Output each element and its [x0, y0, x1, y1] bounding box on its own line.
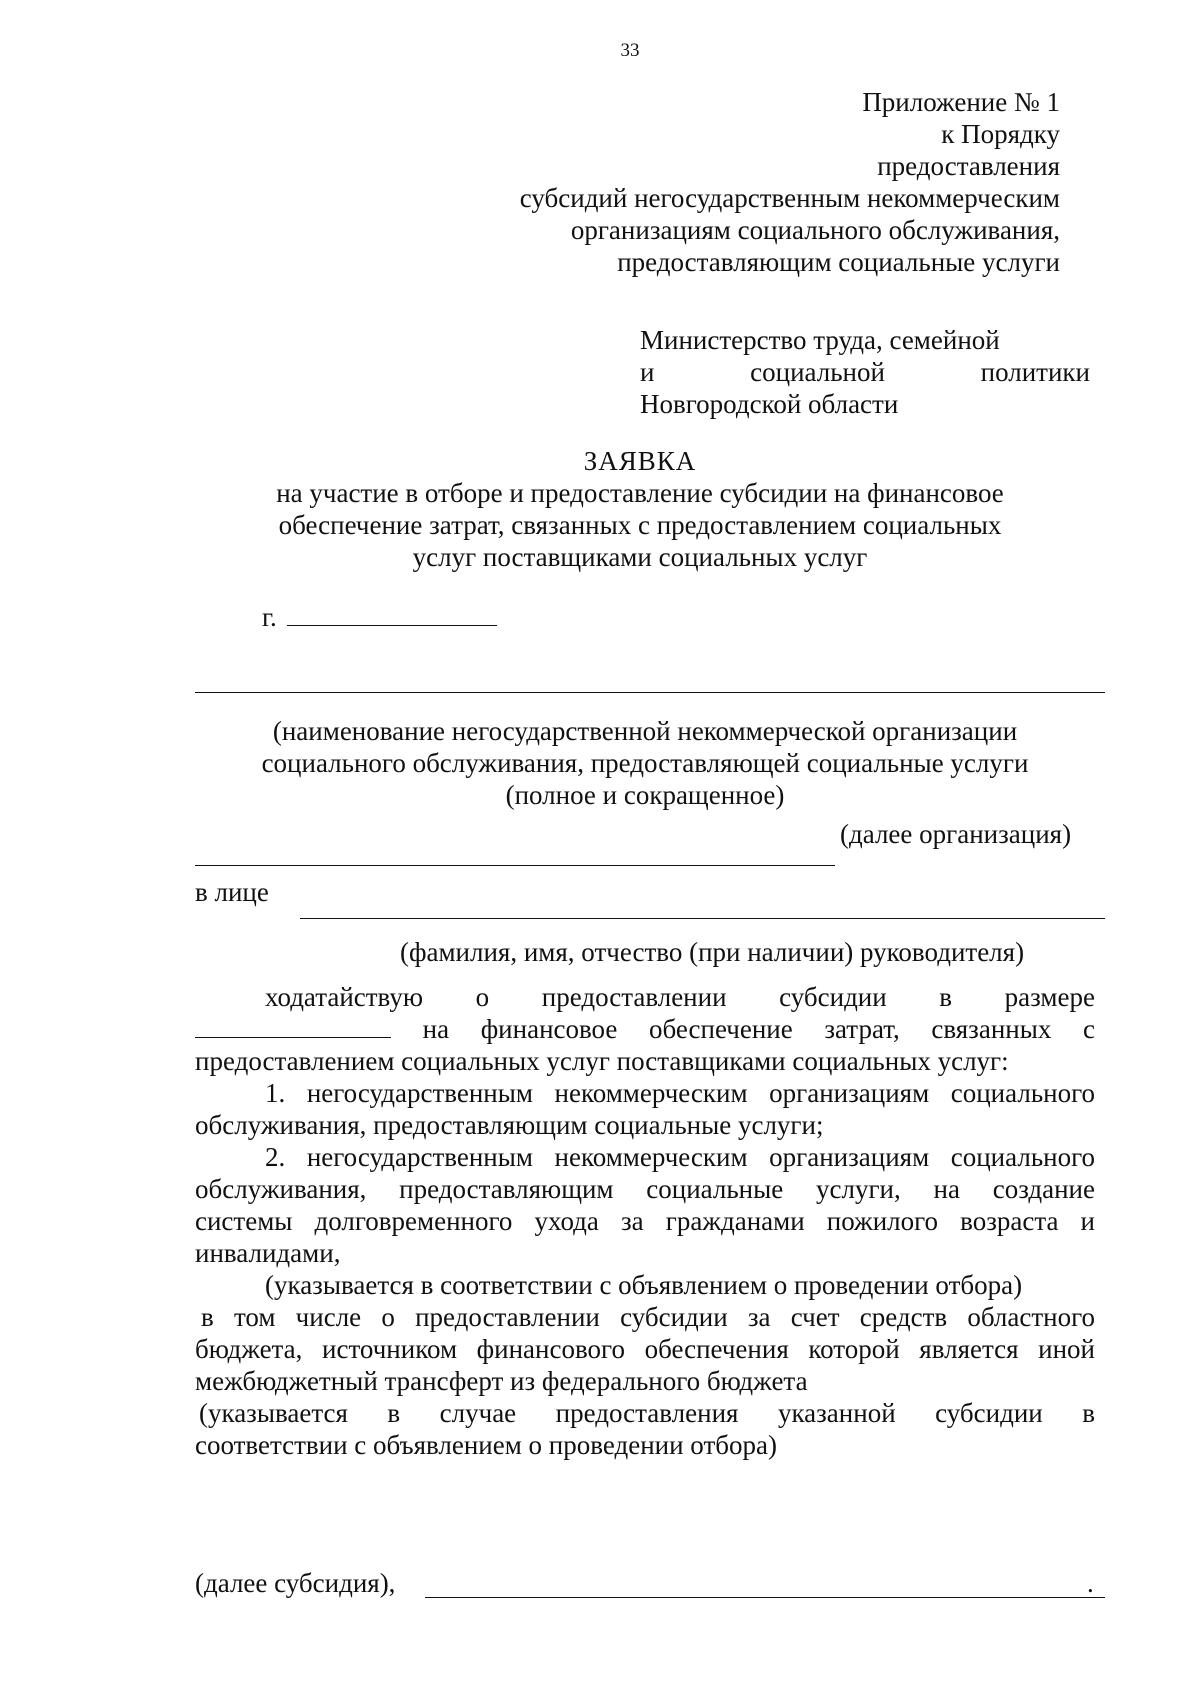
document-title: ЗАЯВКА: [583, 446, 697, 476]
page-number: 33: [620, 40, 640, 61]
body-word: предоставлении: [541, 982, 727, 1012]
appendix-line: организациям социального обслуживания,: [570, 215, 1060, 245]
org-name-blank[interactable]: [195, 692, 1105, 693]
body-word: ходатайствую: [265, 982, 424, 1012]
body-line: 1. негосударственным некоммерческим организациям социального: [265, 1078, 1095, 1108]
city-label: г.: [262, 602, 277, 632]
body-word: субсидии: [779, 982, 887, 1012]
head-caption: (фамилия, имя, отчество (при наличии) руководителя): [400, 937, 1025, 967]
body-word: обеспечение: [649, 1014, 793, 1044]
appendix-line: субсидий негосударственным некоммерческим: [519, 183, 1060, 213]
appendix-line: предоставляющим социальные услуги: [617, 247, 1060, 277]
body-line: межбюджетный трансферт из федерального бюджета: [195, 1366, 808, 1396]
city-blank[interactable]: [287, 601, 497, 626]
appendix-line: Приложение № 1: [862, 87, 1060, 117]
body-line: в том числе о предоставлении субсидии за счет средств областного: [201, 1302, 1095, 1332]
body-line: обслуживания, предоставляющим социальные услуги;: [195, 1110, 824, 1140]
subsidy-label: (далее субсидия),: [195, 1568, 396, 1598]
org-name-continuation-blank[interactable]: [195, 865, 835, 866]
body-word: затрат,: [824, 1014, 900, 1044]
addressee-word: и: [640, 357, 655, 387]
end-mark: .: [1087, 1568, 1094, 1598]
body-word: о: [475, 982, 490, 1012]
title-subtitle-line: обеспечение затрат, связанных с предоставлением социальных: [278, 510, 1002, 540]
title-subtitle-line: услуг поставщиками социальных услуг: [412, 542, 868, 572]
addressee-block: [640, 324, 1090, 420]
body-line: предоставлением социальных услуг поставщиками социальных услуг:: [195, 1046, 1009, 1076]
application-title-block: [230, 445, 1050, 573]
petition-body: [195, 981, 1095, 1461]
appendix-line: предоставления: [877, 151, 1060, 181]
in-person-label: в лице: [195, 877, 269, 907]
body-word: на: [422, 1014, 450, 1044]
head-name-blank[interactable]: [300, 918, 1105, 919]
addressee-line: [640, 356, 1090, 388]
body-line: бюджета, источником финансового обеспечения которой является иной: [195, 1334, 1095, 1364]
addressee-word: социальной: [750, 357, 885, 387]
addressee-line: Новгородской области: [640, 389, 899, 419]
city-field: [262, 601, 497, 633]
caption-line: социального обслуживания, предоставляющей социальные услуги: [261, 748, 1029, 778]
body-word: финансовое: [480, 1014, 618, 1044]
body-word: с: [1082, 1014, 1095, 1044]
appendix-line: к Порядку: [941, 119, 1060, 149]
body-line: [195, 981, 1095, 1013]
body-line: [195, 1013, 1095, 1045]
addressee-line: Министерство труда, семейной: [640, 325, 1000, 355]
body-word: связанных: [931, 1014, 1052, 1044]
addressee-word: политики: [980, 357, 1090, 387]
caption-line: (наименование негосударственной некоммерческой организации: [272, 716, 1018, 746]
body-line: обслуживания, предоставляющим социальные услуги, на создание: [195, 1174, 1095, 1204]
body-word: в: [939, 982, 953, 1012]
body-note: (указывается в соответствии с объявлением о проведении отбора): [265, 1270, 1023, 1300]
subsidy-line: [195, 1567, 1095, 1599]
appendix-header: [420, 86, 1060, 278]
body-note: (указывается в случае предоставления указанной субсидии в: [199, 1398, 1095, 1428]
body-word: размере: [1004, 982, 1095, 1012]
amount-blank[interactable]: [195, 1013, 391, 1038]
body-line: 2. негосударственным некоммерческим организациям социального: [265, 1142, 1095, 1172]
body-line: инвалидами,: [195, 1238, 341, 1268]
subsidy-blank[interactable]: [425, 1597, 1105, 1598]
caption-line: (полное и сокращенное): [505, 780, 785, 810]
title-subtitle-line: на участие в отборе и предоставление субсидии на финансовое: [276, 478, 1004, 508]
org-suffix: (далее организация): [840, 819, 1072, 849]
org-name-caption: [195, 715, 1095, 811]
body-line: системы долговременного ухода за гражданами пожилого возраста и: [195, 1206, 1095, 1236]
body-note: соответствии с объявлением о проведении отбора): [195, 1430, 777, 1460]
